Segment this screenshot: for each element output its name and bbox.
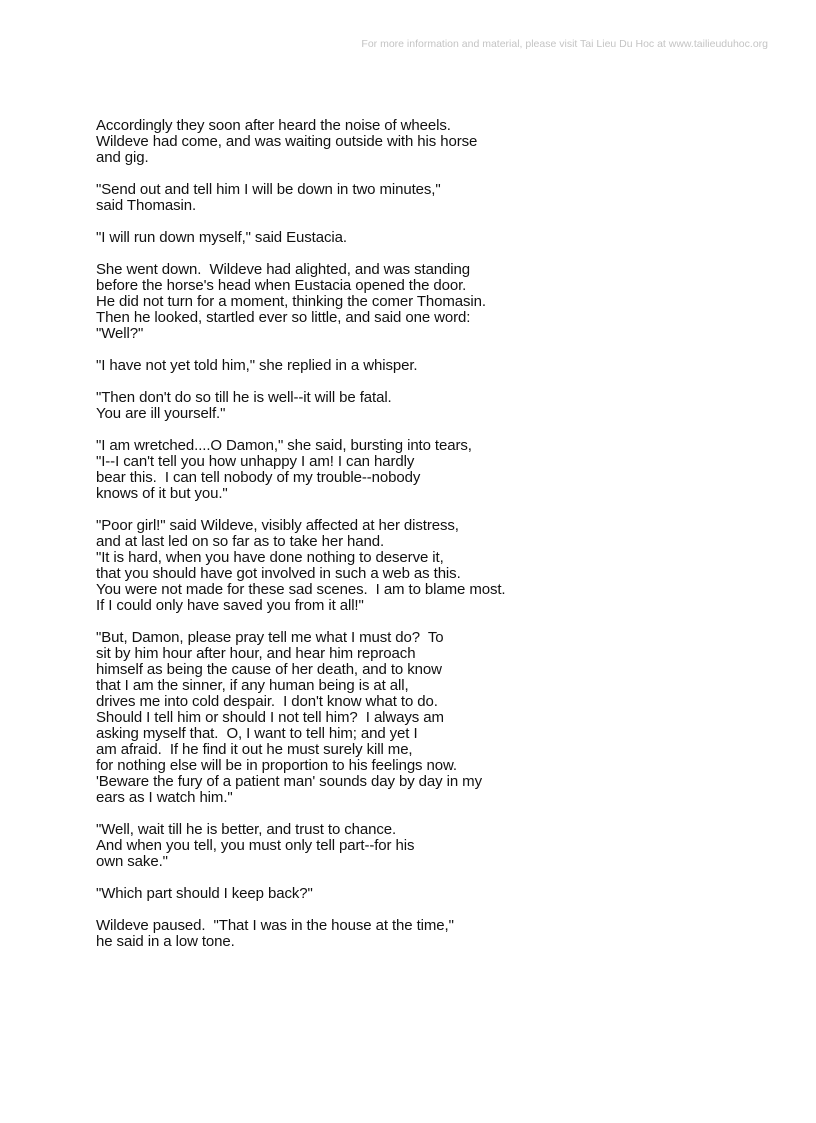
text-line: that you should have got involved in such a web as this.	[96, 565, 461, 582]
text-line: "I--I can't tell you how unhappy I am! I can hardly	[96, 453, 415, 470]
text-line: "I will run down myself," said Eustacia.	[96, 229, 347, 246]
text-line: drives me into cold despair. I don't know what to do.	[96, 693, 438, 710]
text-line: He did not turn for a moment, thinking the comer Thomasin.	[96, 293, 486, 310]
text-line: "I have not yet told him," she replied in a whisper.	[96, 357, 418, 374]
text-line: he said in a low tone.	[96, 933, 235, 950]
text-line: himself as being the cause of her death, and to know	[96, 661, 442, 678]
text-line: said Thomasin.	[96, 197, 197, 214]
paragraph-1	[96, 118, 776, 166]
paragraph-4	[96, 262, 776, 342]
paragraph-10	[96, 822, 776, 870]
paragraph-6	[96, 390, 776, 422]
text-line: 'Beware the fury of a patient man' sounds day by day in my	[96, 773, 482, 790]
text-line: "I am wretched....O Damon," she said, bursting into tears,	[96, 437, 472, 454]
text-line: Wildeve paused. "That I was in the house at the time,"	[96, 917, 454, 934]
text-line: Should I tell him or should I not tell him? I always am	[96, 709, 444, 726]
text-line: "Then don't do so till he is well--it will be fatal.	[96, 389, 392, 406]
paragraph-3	[96, 230, 776, 246]
text-line: for nothing else will be in proportion to his feelings now.	[96, 757, 457, 774]
text-line: "But, Damon, please pray tell me what I must do? To	[96, 629, 444, 646]
text-line: And when you tell, you must only tell part--for his	[96, 837, 415, 854]
paragraph-2	[96, 182, 776, 214]
text-line: "Well, wait till he is better, and trust to chance.	[96, 821, 397, 838]
text-line: own sake."	[96, 853, 168, 870]
text-line: before the horse's head when Eustacia opened the door.	[96, 277, 467, 294]
paragraph-5	[96, 358, 776, 374]
text-line: You were not made for these sad scenes. I am to blame most.	[96, 581, 506, 598]
text-line: Wildeve had come, and was waiting outside with his horse	[96, 133, 478, 150]
text-line: "It is hard, when you have done nothing to deserve it,	[96, 549, 444, 566]
text-line: ears as I watch him."	[96, 789, 233, 806]
text-line: If I could only have saved you from it all!"	[96, 597, 364, 614]
paragraph-8	[96, 518, 776, 614]
text-line: "Poor girl!" said Wildeve, visibly affected at her distress,	[96, 517, 459, 534]
text-line: knows of it but you."	[96, 485, 228, 502]
paragraph-11	[96, 886, 776, 902]
text-line: and at last led on so far as to take her hand.	[96, 533, 385, 550]
text-line: that I am the sinner, if any human being is at all,	[96, 677, 409, 694]
text-line: "Well?"	[96, 325, 144, 342]
text-line: and gig.	[96, 149, 149, 166]
text-line: "Send out and tell him I will be down in two minutes,"	[96, 181, 441, 198]
paragraph-7	[96, 438, 776, 502]
text-line: "Which part should I keep back?"	[96, 885, 313, 902]
header-note: For more information and material, please visit Tai Lieu Du Hoc at www.tailieuduhoc.org	[361, 38, 768, 50]
text-line: Then he looked, startled ever so little, and said one word:	[96, 309, 471, 326]
text-line: She went down. Wildeve had alighted, and was standing	[96, 261, 471, 278]
text-line: asking myself that. O, I want to tell him; and yet I	[96, 725, 418, 742]
text-line: You are ill yourself."	[96, 405, 226, 422]
text-line: Accordingly they soon after heard the noise of wheels.	[96, 117, 451, 134]
text-line: sit by him hour after hour, and hear him reproach	[96, 645, 416, 662]
text-line: am afraid. If he find it out he must surely kill me,	[96, 741, 413, 758]
paragraph-9	[96, 630, 776, 806]
paragraph-12	[96, 918, 776, 950]
text-line: bear this. I can tell nobody of my trouble--nobody	[96, 469, 421, 486]
document-body	[96, 118, 776, 966]
